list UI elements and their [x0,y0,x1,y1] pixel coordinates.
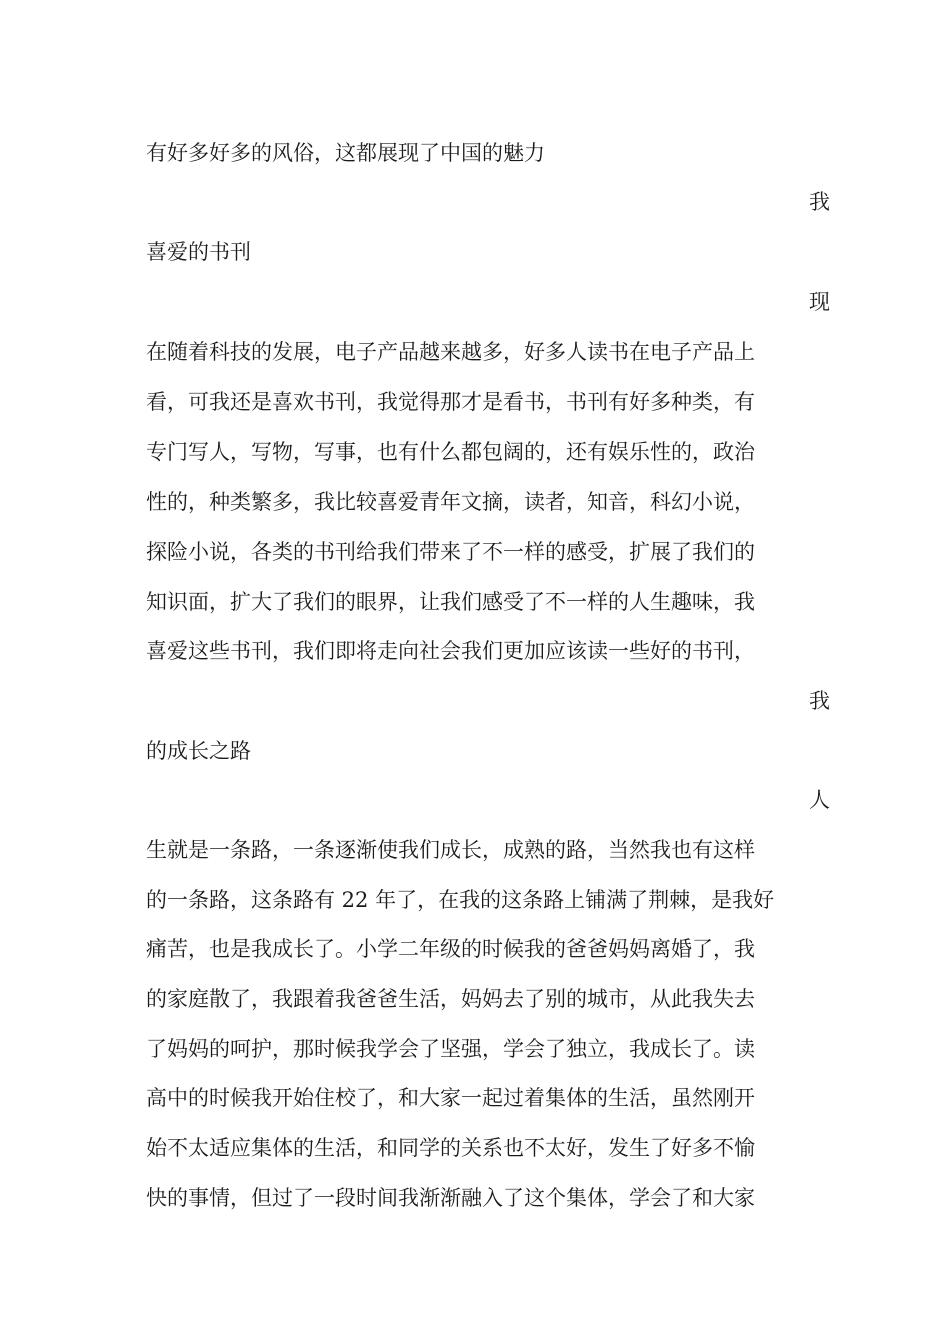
paragraph-line-indent: 现 [809,290,830,314]
paragraph-line: 痛苦，也是我成长了。小学二年级的时候我的爸爸妈妈离婚了，我 [146,937,755,961]
paragraph-line: 生就是一条路，一条逐渐使我们成长，成熟的路，当然我也有这样 [146,838,755,862]
paragraph-line: 探险小说，各类的书刊给我们带来了不一样的感受，扩展了我们的 [146,540,755,564]
paragraph-line: 始不太适应集体的生活，和同学的关系也不太好，发生了好多不愉 [146,1136,755,1160]
paragraph-line: 看，可我还是喜欢书刊，我觉得那才是看书，书刊有好多种类，有 [146,390,755,414]
paragraph-line-indent: 人 [809,788,830,812]
paragraph-line: 性的，种类繁多，我比较喜爱青年文摘，读者，知音，科幻小说， [146,490,755,514]
paragraph-line: 了妈妈的呵护，那时候我学会了坚强，学会了独立，我成长了。读 [146,1037,755,1061]
paragraph-line: 的家庭散了，我跟着我爸爸生活，妈妈去了别的城市，从此我失去 [146,987,755,1011]
paragraph-line: 专门写人，写物，写事，也有什么都包阔的，还有娱乐性的，政治 [146,440,755,464]
paragraph-line: 高中的时候我开始住校了，和大家一起过着集体的生活，虽然刚开 [146,1086,755,1110]
paragraph-line-indent: 我 [809,689,830,713]
paragraph-line: 有好多好多的风俗，这都展现了中国的魅力 [146,141,545,165]
paragraph-line-indent: 我 [809,190,830,214]
paragraph-line: 的一条路，这条路有 22 年了，在我的这条路上铺满了荆棘，是我好 [146,888,775,912]
paragraph-line: 快的事情，但过了一段时间我渐渐融入了这个集体，学会了和大家 [146,1186,755,1210]
section-heading-line: 的成长之路 [146,739,251,763]
paragraph-line: 在随着科技的发展，电子产品越来越多，好多人读书在电子产品上 [146,340,755,364]
section-heading-line: 喜爱的书刊 [146,240,251,264]
paragraph-line: 喜爱这些书刊，我们即将走向社会我们更加应该读一些好的书刊， [146,639,755,663]
paragraph-line: 知识面，扩大了我们的眼界，让我们感受了不一样的人生趣味，我 [146,590,755,614]
